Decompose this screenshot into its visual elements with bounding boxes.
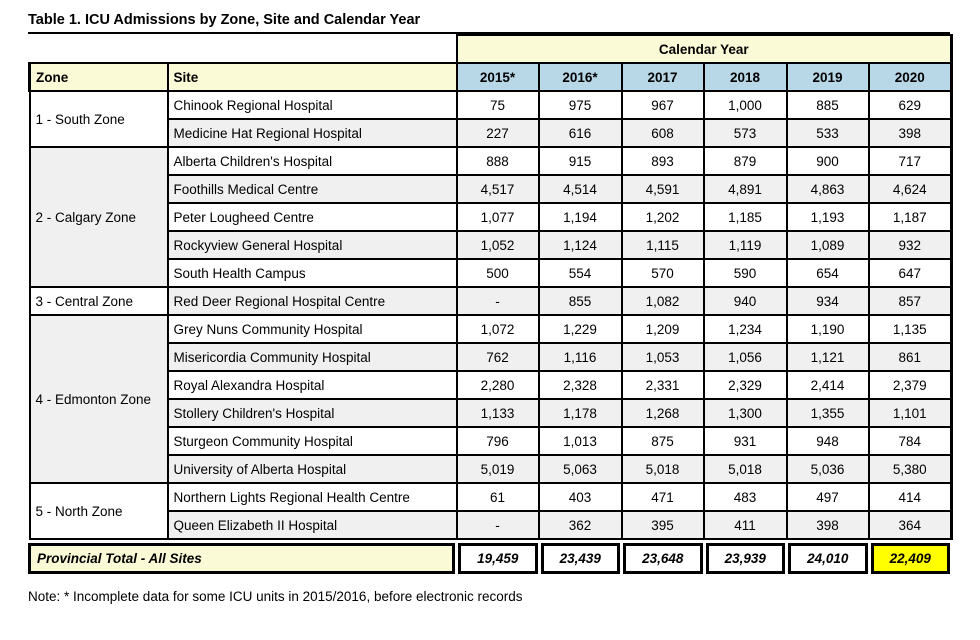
value-cell: 4,891: [704, 175, 787, 203]
value-cell: 875: [622, 427, 704, 455]
table-row: [30, 511, 952, 539]
value-cell: 5,036: [787, 455, 869, 483]
value-cell: 967: [622, 91, 704, 119]
value-cell: 915: [539, 147, 622, 175]
zone-column-header: Zone: [30, 63, 168, 91]
value-cell: 784: [869, 427, 952, 455]
value-cell: 940: [704, 287, 787, 315]
value-cell: 4,517: [457, 175, 539, 203]
header-spacer: [30, 35, 457, 63]
value-cell: 5,019: [457, 455, 539, 483]
value-cell: 654: [787, 259, 869, 287]
table-row: [30, 343, 952, 371]
value-cell: 1,300: [704, 399, 787, 427]
value-cell: 61: [457, 483, 539, 511]
value-cell: 796: [457, 427, 539, 455]
value-cell: 4,863: [787, 175, 869, 203]
value-cell: 855: [539, 287, 622, 315]
site-cell: Queen Elizabeth II Hospital: [168, 511, 457, 539]
value-cell: 1,116: [539, 343, 622, 371]
table-row: [30, 147, 952, 175]
value-cell: 975: [539, 91, 622, 119]
value-cell: 395: [622, 511, 704, 539]
table-row: [30, 399, 952, 427]
site-cell: Chinook Regional Hospital: [168, 91, 457, 119]
table-body: [30, 35, 952, 539]
value-cell: 2,328: [539, 371, 622, 399]
zone-cell: 2 - Calgary Zone: [30, 147, 168, 287]
value-cell: 398: [869, 119, 952, 147]
table-title: Table 1. ICU Admissions by Zone, Site and Calendar Year: [28, 12, 950, 34]
value-cell: 2,331: [622, 371, 704, 399]
total-value: 23,648: [623, 543, 703, 574]
value-cell: 1,194: [539, 203, 622, 231]
value-cell: 1,190: [787, 315, 869, 343]
value-cell: 5,018: [704, 455, 787, 483]
value-cell: -: [457, 511, 539, 539]
total-value: 23,439: [541, 543, 621, 574]
year-header: 2016*: [539, 63, 622, 91]
value-cell: 629: [869, 91, 952, 119]
table-row: [30, 91, 952, 119]
icu-admissions-table: [28, 34, 953, 540]
value-cell: 616: [539, 119, 622, 147]
value-cell: 857: [869, 287, 952, 315]
value-cell: 1,355: [787, 399, 869, 427]
value-cell: 1,229: [539, 315, 622, 343]
value-cell: 931: [704, 427, 787, 455]
value-cell: 934: [787, 287, 869, 315]
zone-cell: 3 - Central Zone: [30, 287, 168, 315]
value-cell: 1,089: [787, 231, 869, 259]
value-cell: 893: [622, 147, 704, 175]
value-cell: 1,268: [622, 399, 704, 427]
table-row: [30, 427, 952, 455]
value-cell: 554: [539, 259, 622, 287]
value-cell: 861: [869, 343, 952, 371]
value-cell: 4,514: [539, 175, 622, 203]
value-cell: 1,202: [622, 203, 704, 231]
value-cell: 411: [704, 511, 787, 539]
value-cell: 5,018: [622, 455, 704, 483]
column-header-row: [30, 63, 952, 91]
value-cell: 364: [869, 511, 952, 539]
value-cell: 2,280: [457, 371, 539, 399]
value-cell: 590: [704, 259, 787, 287]
site-cell: Red Deer Regional Hospital Centre: [168, 287, 457, 315]
site-cell: Peter Lougheed Centre: [168, 203, 457, 231]
value-cell: 500: [457, 259, 539, 287]
value-cell: 1,115: [622, 231, 704, 259]
value-cell: 1,234: [704, 315, 787, 343]
value-cell: 1,135: [869, 315, 952, 343]
calendar-year-header: Calendar Year: [457, 35, 952, 63]
value-cell: 1,178: [539, 399, 622, 427]
table-row: [30, 483, 952, 511]
value-cell: 362: [539, 511, 622, 539]
site-cell: Stollery Children's Hospital: [168, 399, 457, 427]
site-cell: Misericordia Community Hospital: [168, 343, 457, 371]
value-cell: 471: [622, 483, 704, 511]
value-cell: 1,101: [869, 399, 952, 427]
value-cell: 4,624: [869, 175, 952, 203]
value-cell: 570: [622, 259, 704, 287]
value-cell: 5,380: [869, 455, 952, 483]
value-cell: 948: [787, 427, 869, 455]
total-row: [28, 543, 950, 574]
table-row: [30, 231, 952, 259]
zone-cell: 4 - Edmonton Zone: [30, 315, 168, 483]
value-cell: 1,077: [457, 203, 539, 231]
table-row: [30, 371, 952, 399]
value-cell: 1,000: [704, 91, 787, 119]
value-cell: 573: [704, 119, 787, 147]
total-value-highlighted: 22,409: [871, 543, 951, 574]
zone-cell: 1 - South Zone: [30, 91, 168, 147]
year-header: 2015*: [457, 63, 539, 91]
site-cell: Foothills Medical Centre: [168, 175, 457, 203]
year-header: 2019: [787, 63, 869, 91]
value-cell: 1,187: [869, 203, 952, 231]
value-cell: 398: [787, 511, 869, 539]
value-cell: 1,053: [622, 343, 704, 371]
total-value: 19,459: [458, 543, 538, 574]
value-cell: 2,329: [704, 371, 787, 399]
value-cell: 1,124: [539, 231, 622, 259]
table-row: [30, 287, 952, 315]
table-row: [30, 259, 952, 287]
value-cell: 1,119: [704, 231, 787, 259]
value-cell: 497: [787, 483, 869, 511]
footnote: Note: * Incomplete data for some ICU units in 2015/2016, before electronic records: [28, 589, 523, 604]
value-cell: 1,193: [787, 203, 869, 231]
value-cell: 1,133: [457, 399, 539, 427]
total-value: 23,939: [706, 543, 786, 574]
value-cell: 717: [869, 147, 952, 175]
value-cell: 4,591: [622, 175, 704, 203]
value-cell: 75: [457, 91, 539, 119]
value-cell: 227: [457, 119, 539, 147]
value-cell: 2,379: [869, 371, 952, 399]
value-cell: 5,063: [539, 455, 622, 483]
table-row: [30, 455, 952, 483]
value-cell: 1,185: [704, 203, 787, 231]
table-row: [30, 315, 952, 343]
value-cell: 608: [622, 119, 704, 147]
value-cell: 1,056: [704, 343, 787, 371]
value-cell: 403: [539, 483, 622, 511]
value-cell: 879: [704, 147, 787, 175]
value-cell: 414: [869, 483, 952, 511]
total-label: Provincial Total - All Sites: [28, 543, 455, 574]
site-cell: Sturgeon Community Hospital: [168, 427, 457, 455]
value-cell: 2,414: [787, 371, 869, 399]
site-cell: Rockyview General Hospital: [168, 231, 457, 259]
value-cell: 1,209: [622, 315, 704, 343]
year-header: 2018: [704, 63, 787, 91]
site-cell: Northern Lights Regional Health Centre: [168, 483, 457, 511]
value-cell: 483: [704, 483, 787, 511]
value-cell: 647: [869, 259, 952, 287]
site-cell: Alberta Children's Hospital: [168, 147, 457, 175]
value-cell: 900: [787, 147, 869, 175]
value-cell: 762: [457, 343, 539, 371]
table-row: [30, 119, 952, 147]
value-cell: 885: [787, 91, 869, 119]
site-cell: University of Alberta Hospital: [168, 455, 457, 483]
value-cell: -: [457, 287, 539, 315]
site-cell: Grey Nuns Community Hospital: [168, 315, 457, 343]
calendar-year-row: [30, 35, 952, 63]
value-cell: 533: [787, 119, 869, 147]
value-cell: 888: [457, 147, 539, 175]
year-header: 2020: [869, 63, 952, 91]
site-column-header: Site: [168, 63, 457, 91]
value-cell: 1,013: [539, 427, 622, 455]
value-cell: 932: [869, 231, 952, 259]
site-cell: Royal Alexandra Hospital: [168, 371, 457, 399]
year-header: 2017: [622, 63, 704, 91]
site-cell: Medicine Hat Regional Hospital: [168, 119, 457, 147]
site-cell: South Health Campus: [168, 259, 457, 287]
value-cell: 1,121: [787, 343, 869, 371]
value-cell: 1,052: [457, 231, 539, 259]
table-row: [30, 175, 952, 203]
total-value: 24,010: [788, 543, 868, 574]
table-row: [30, 203, 952, 231]
value-cell: 1,072: [457, 315, 539, 343]
zone-cell: 5 - North Zone: [30, 483, 168, 539]
value-cell: 1,082: [622, 287, 704, 315]
